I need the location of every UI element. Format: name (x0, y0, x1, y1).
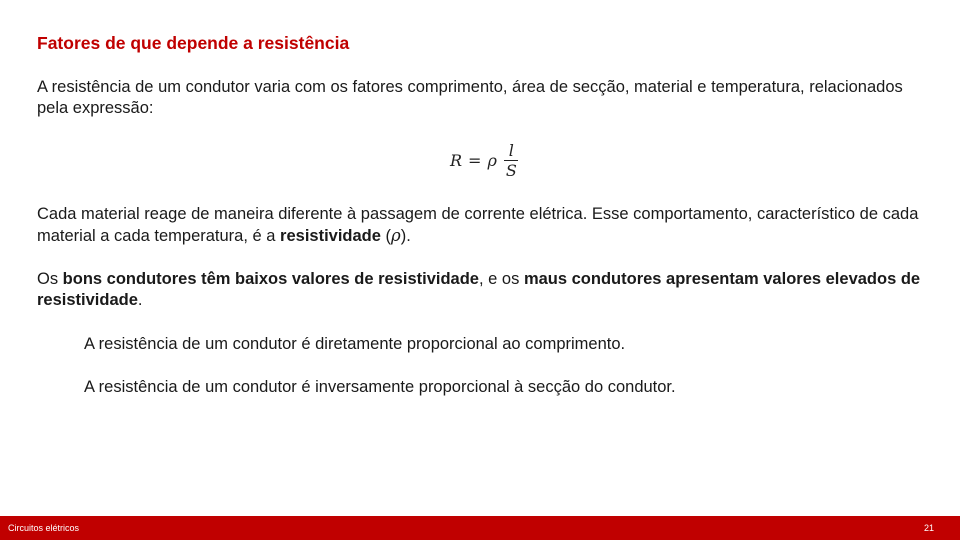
para3-text-b: , e os (478, 270, 524, 288)
statement-length: A resistência de um condutor é diretamente proporcional ao comprimento. (84, 335, 626, 353)
para2-text-b: ( (380, 227, 392, 245)
para3-bold-b: maus condutores apresentam valores elevados de resistividade (37, 270, 921, 309)
para3-text-a: Os (37, 270, 63, 288)
formula-numerator: l (508, 141, 514, 160)
formula-equals: = (468, 151, 482, 170)
formula-denominator: S (505, 161, 517, 180)
para3-text-c: . (137, 291, 143, 309)
para2-text-c: ). (400, 227, 411, 245)
footer-bar (0, 516, 960, 540)
resistivity-paragraph (37, 204, 932, 247)
slide-title: Fatores de que depende a resistência (37, 33, 350, 53)
para2-text-a: Cada material reage de maneira diferente à passagem de corrente elétrica. Esse comportamento, característico de cada material a cada temperatura, é a (37, 205, 919, 245)
formula-rho: ρ (487, 151, 497, 170)
formula-lhs: R (450, 151, 463, 170)
para3-bold-a: bons condutores têm baixos valores de resistividade (62, 270, 479, 288)
page-number: 21 (923, 523, 934, 533)
resistance-formula (450, 142, 520, 179)
intro-paragraph: A resistência de um condutor varia com os fatores comprimento, área de secção, material e temperatura, relacionados pela expressão: (37, 78, 903, 117)
para2-rho-symbol: ρ (391, 226, 401, 245)
formula-fraction (503, 142, 520, 179)
footer-label: Circuitos elétricos (8, 523, 80, 533)
statement-section: A resistência de um condutor é inversamente proporcional à secção do condutor. (84, 378, 676, 396)
para2-bold: resistividade (280, 227, 381, 245)
conductors-paragraph (37, 269, 932, 311)
